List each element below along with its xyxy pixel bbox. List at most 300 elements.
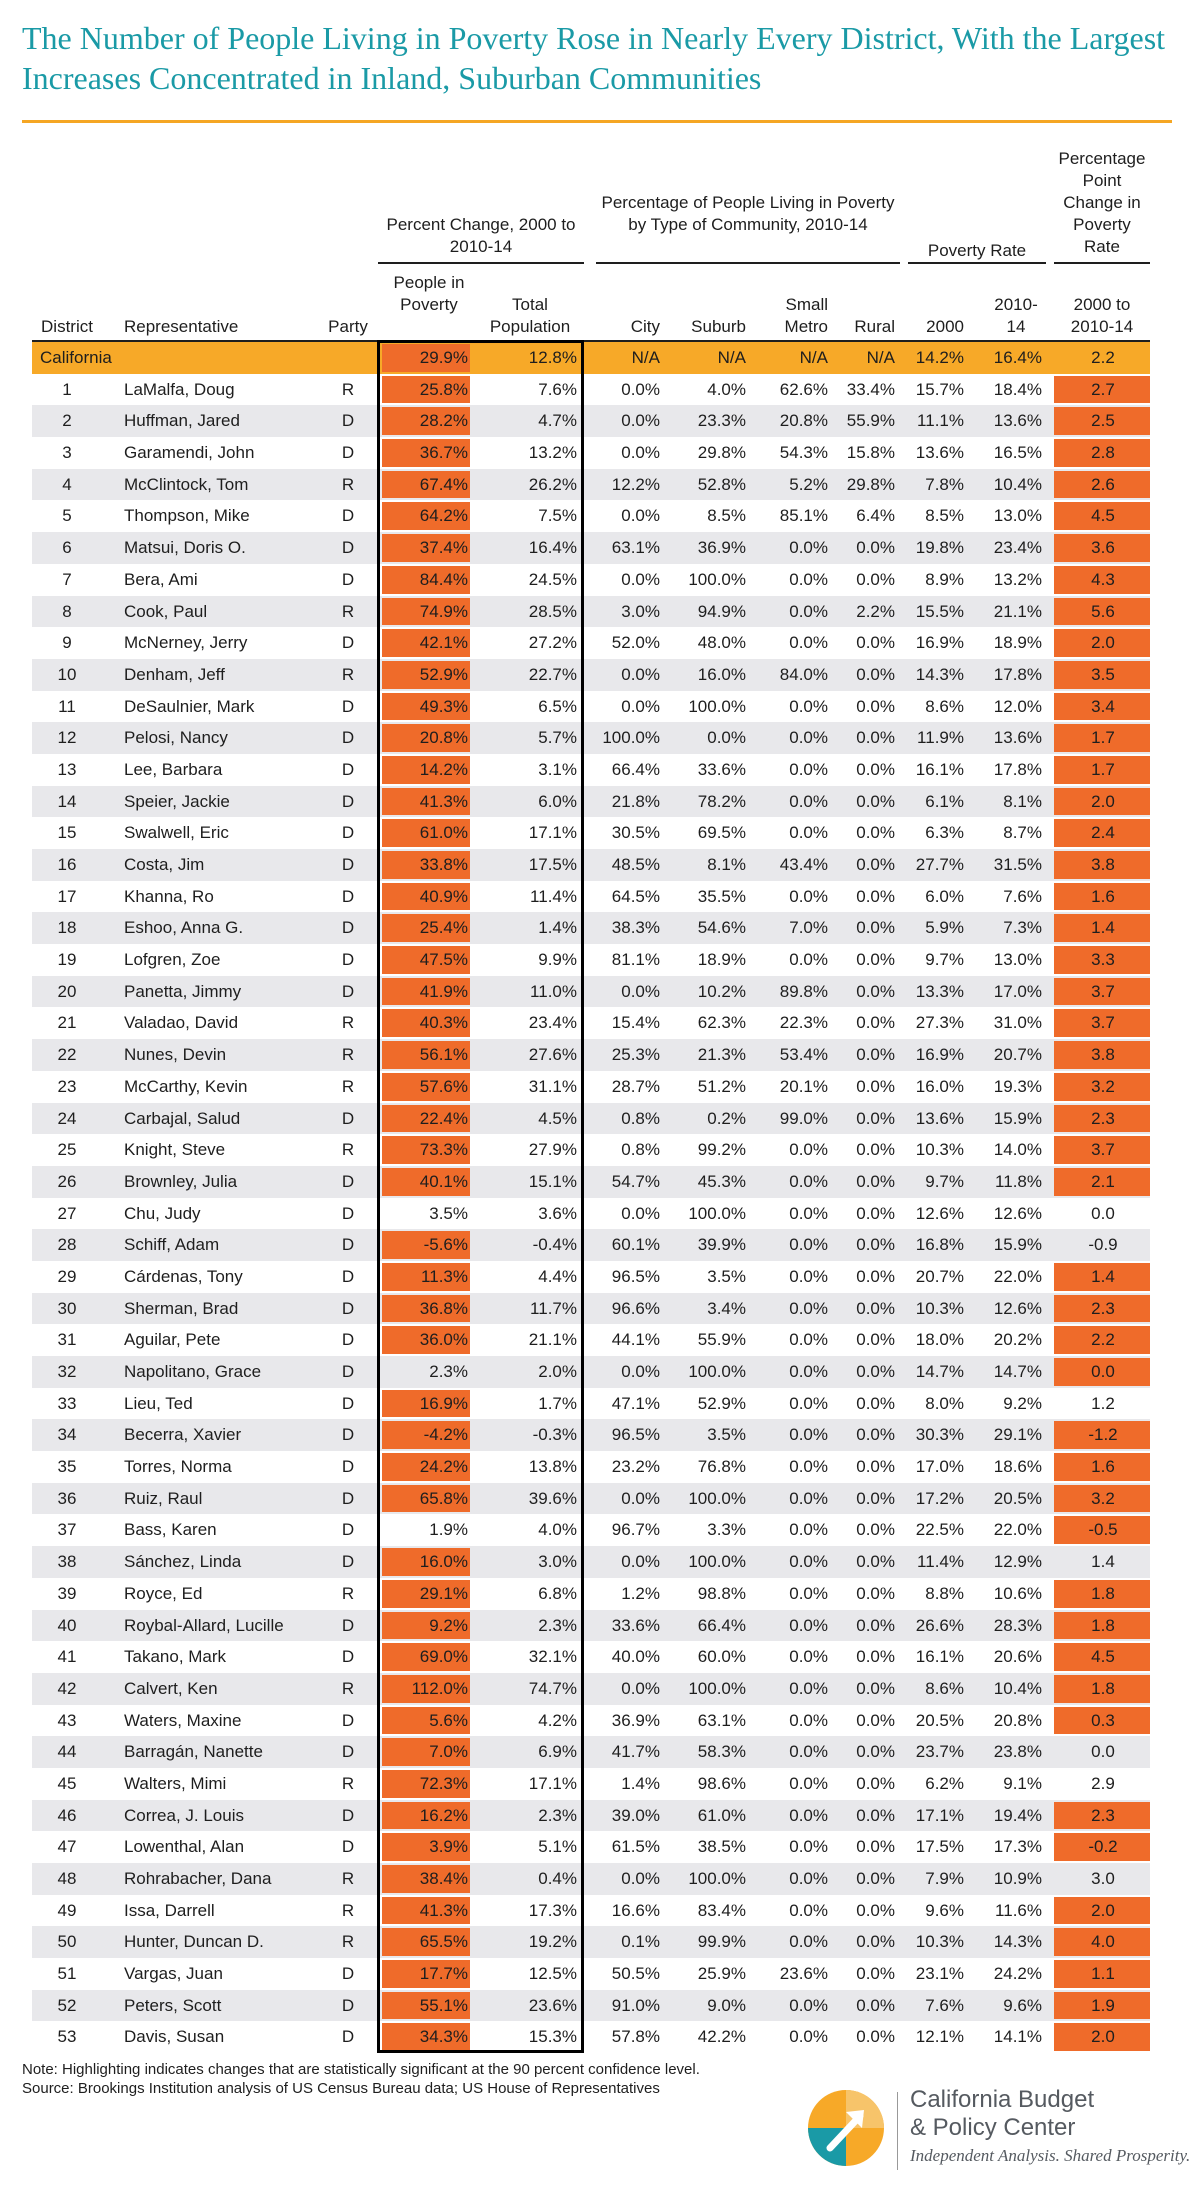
table-row [0,1673,1197,1705]
people-in-poverty-cell: 7.0% [429,1742,468,1762]
suburb-cell: 8.5% [707,506,746,526]
city-cell: 15.4% [611,1013,660,1033]
rural-cell: 0.0% [856,1171,895,1191]
rate-2000-cell: 30.3% [915,1425,964,1445]
representative-cell: McNerney, Jerry [124,633,248,653]
total-population-cell: 27.2% [528,633,577,653]
point-change-cell: 2.3 [1091,1108,1115,1128]
district-cell: 21 [57,1013,77,1033]
table-row [0,1768,1197,1800]
header-suburb: Suburb [691,317,746,336]
rate-2010-14-cell: 10.4% [993,1678,1042,1698]
rate-2000-cell: 13.6% [915,443,964,463]
representative-cell: Thompson, Mike [124,506,250,526]
rural-cell: 0.0% [856,855,895,874]
point-change-cell: 3.2 [1091,1076,1115,1096]
table-row [0,1293,1197,1325]
rural-cell: 0.0% [856,633,895,653]
suburb-cell: 83.4% [697,1900,746,1920]
rate-2010-14-cell: 18.4% [993,379,1042,399]
table-row [0,1641,1197,1673]
small-metro-cell: 0.0% [789,1203,828,1223]
rural-cell: 0.0% [856,1425,895,1445]
party-cell: D [341,1425,355,1445]
suburb-cell: 36.9% [697,538,746,558]
district-cell: 8 [62,601,72,621]
table-row [0,1419,1197,1451]
total-population-cell: 6.0% [538,791,577,811]
representative-cell: Valadao, David [124,1013,239,1033]
city-cell: 60.1% [611,1235,660,1255]
district-cell: 31 [57,1330,77,1350]
rate-2000-cell: 16.8% [915,1235,964,1255]
rural-cell: 0.0% [856,1552,895,1572]
point-change-cell: 3.8 [1091,855,1115,874]
small-metro-cell: 0.0% [789,1552,828,1572]
rural-cell: 0.0% [856,1995,895,2015]
representative-cell: Vargas, Juan [124,1964,223,1984]
rate-2000-cell: 6.1% [925,791,964,811]
district-cell: 1 [62,379,72,399]
representative-cell: Bera, Ami [124,569,198,589]
representative-cell: Takano, Mark [124,1647,227,1667]
title-rule [22,120,1172,123]
rural-cell: 0.0% [856,1203,895,1223]
district-cell: 15 [57,823,77,843]
people-in-poverty-cell: 61.0% [419,823,468,843]
district-cell: 51 [57,1964,77,1984]
rural-cell: 0.0% [856,1330,895,1350]
small-metro-cell: 54.3% [779,443,828,463]
party-cell: D [341,1362,355,1381]
city-cell: 0.0% [621,569,660,589]
rate-2000-cell: 5.9% [925,918,964,938]
source-note: Source: Brookings Institution analysis of US Census Bureau data; US House of Representatives [22,2080,660,2097]
total-population-cell: 15.3% [528,2027,577,2047]
rate-2000-cell: 6.2% [925,1773,964,1793]
party-cell: D [341,1647,355,1667]
party-cell: R [341,1773,355,1793]
table-row [0,976,1197,1008]
table-row [0,532,1197,564]
suburb-cell: 45.3% [697,1171,746,1191]
people-in-poverty-cell: 36.7% [419,443,468,463]
representative-cell: Barragán, Nanette [124,1742,263,1762]
rural-cell: 0.0% [856,2027,895,2047]
table-row [0,1514,1197,1546]
party-cell: R [341,1045,355,1065]
rate-2000-cell: 12.6% [915,1203,964,1223]
suburb-cell: 60.0% [697,1647,746,1667]
party-cell: D [341,538,355,558]
city-cell: 64.5% [611,886,660,906]
suburb-cell: 42.2% [697,2027,746,2047]
table-row [0,754,1197,786]
point-change-cell: -1.2 [1088,1425,1118,1445]
city-cell: 1.4% [621,1773,660,1793]
rate-2010-14-cell: 7.3% [1003,918,1042,938]
point-change-cell: 2.2 [1091,1330,1115,1350]
suburb-cell: 3.5% [707,1425,746,1445]
rate-2000-cell: 27.7% [915,855,964,874]
people-in-poverty-cell: 17.7% [419,1964,468,1984]
rate-2000-cell: 8.9% [925,569,964,589]
rate-2000-cell: 10.3% [915,1932,964,1952]
people-in-poverty-cell: -5.6% [423,1235,468,1255]
point-change-cell: 1.4 [1091,918,1115,938]
rural-cell: 0.0% [856,823,895,843]
representative-cell: Lieu, Ted [124,1393,193,1413]
table-row [0,944,1197,976]
total-population-cell: 21.1% [528,1330,577,1350]
cbpc-logo-icon [806,2088,886,2168]
rate-2000-cell: 10.3% [915,1298,964,1318]
city-cell: 0.0% [621,411,660,431]
small-metro-cell: 0.0% [789,759,828,779]
suburb-cell: 100.0% [688,1203,746,1223]
rate-2000-cell: 14.7% [915,1362,964,1381]
point-change-cell: 2.0 [1091,2027,1115,2047]
rural-cell: 0.0% [856,1773,895,1793]
people-in-poverty-cell: 29.9% [419,348,468,367]
rate-2010-14-cell: 12.0% [993,696,1042,716]
group-pct-change-line [378,262,584,264]
point-change-cell: 3.3 [1091,950,1115,970]
rate-2000-cell: 27.3% [915,1013,964,1033]
rural-cell: 55.9% [846,411,895,431]
rural-cell: 0.0% [856,1076,895,1096]
rate-2000-cell: 9.7% [925,1171,964,1191]
point-change-cell: 3.7 [1091,1140,1115,1160]
point-change-cell: 4.5 [1091,1647,1115,1667]
rural-cell: 0.0% [856,1742,895,1762]
representative-cell: Royce, Ed [124,1583,203,1603]
total-population-cell: 27.6% [528,1045,577,1065]
suburb-cell: 63.1% [697,1710,746,1730]
rate-2000-cell: 17.0% [915,1457,964,1477]
small-metro-cell: 0.0% [789,1425,828,1445]
point-change-cell: 2.0 [1091,1900,1115,1920]
district-cell: 46 [57,1805,77,1825]
table-row [0,1958,1197,1990]
data-table [0,342,1197,2053]
rural-cell: 15.8% [846,443,895,463]
rural-cell: 0.0% [856,696,895,716]
rural-cell: 0.0% [856,1393,895,1413]
party-cell: D [341,855,355,874]
city-cell: 96.5% [611,1266,660,1286]
representative-cell: Lofgren, Zoe [124,950,221,970]
representative-cell: Garamendi, John [124,443,255,463]
party-cell: D [341,791,355,811]
point-change-cell: 3.2 [1091,1488,1115,1508]
total-population-cell: 5.1% [538,1837,577,1857]
city-cell: 33.6% [611,1615,660,1635]
people-in-poverty-cell: -4.2% [423,1425,468,1445]
suburb-cell: 100.0% [688,569,746,589]
rate-2010-14-cell: 10.6% [993,1583,1042,1603]
district-cell: 39 [57,1583,77,1603]
small-metro-cell: 0.0% [789,1805,828,1825]
party-cell: D [341,1393,355,1413]
rate-2010-14-cell: 14.7% [993,1362,1042,1381]
point-change-cell: 3.6 [1091,538,1115,558]
total-population-cell: 23.4% [528,1013,577,1033]
point-change-cell: 2.8 [1091,443,1115,463]
people-in-poverty-cell: 65.5% [419,1932,468,1952]
party-cell: D [341,1742,355,1762]
people-in-poverty-cell: 2.3% [429,1362,468,1381]
total-population-cell: 16.4% [528,538,577,558]
city-cell: 63.1% [611,538,660,558]
district-cell: 35 [57,1457,77,1477]
group-ppc-line [1054,262,1150,264]
city-cell: 96.5% [611,1425,660,1445]
total-population-cell: 4.5% [538,1108,577,1128]
party-cell [318,342,378,374]
suburb-cell: 23.3% [697,411,746,431]
city-cell: 0.0% [621,981,660,1001]
table-row [0,1039,1197,1071]
small-metro-cell: 0.0% [789,823,828,843]
party-cell: D [341,1171,355,1191]
rate-2010-14-cell: 12.6% [993,1203,1042,1223]
people-in-poverty-cell: 37.4% [419,538,468,558]
rate-2010-14-cell: 13.6% [993,728,1042,748]
people-in-poverty-cell: 5.6% [429,1710,468,1730]
representative-cell: Peters, Scott [124,1995,222,2015]
rate-2000-cell: 16.1% [915,1647,964,1667]
suburb-cell: 10.2% [697,981,746,1001]
table-row [0,1705,1197,1737]
small-metro-cell: 0.0% [789,886,828,906]
small-metro-cell: 0.0% [789,1457,828,1477]
total-population-cell: 24.5% [528,569,577,589]
district-cell: 12 [57,728,77,748]
table-row [0,1356,1197,1388]
table-row [0,786,1197,818]
rate-2010-14-cell: 10.9% [993,1869,1042,1888]
total-population-cell: -0.4% [532,1235,577,1255]
small-metro-cell: 99.0% [779,1108,828,1128]
total-population-cell: 23.6% [528,1995,577,2015]
rate-2010-14-cell: 8.7% [1003,823,1042,843]
rate-2010-14-cell: 17.8% [993,759,1042,779]
city-cell: 38.3% [611,918,660,938]
total-population-cell: 39.6% [528,1488,577,1508]
group-community-line [596,262,900,264]
point-change-cell: 2.5 [1091,411,1115,431]
people-in-poverty-cell: 49.3% [419,696,468,716]
small-metro-cell: 0.0% [789,1488,828,1508]
district-cell: 16 [57,855,77,874]
people-in-poverty-cell: 9.2% [429,1615,468,1635]
table-row [0,564,1197,596]
table-row [0,1863,1197,1895]
table-row [0,500,1197,532]
representative-cell: Davis, Susan [124,2027,225,2047]
rate-2010-14-cell: 23.8% [993,1742,1042,1762]
small-metro-cell: 0.0% [789,1235,828,1255]
total-population-cell: 0.4% [538,1869,577,1888]
table-row [0,817,1197,849]
suburb-cell: N/A [717,348,746,367]
point-change-cell: 3.4 [1091,696,1115,716]
representative-cell: Torres, Norma [124,1457,232,1477]
small-metro-cell: 0.0% [789,1362,828,1381]
representative-cell: Aguilar, Pete [124,1330,221,1350]
city-cell: 0.0% [621,1869,660,1888]
representative-cell: Sherman, Brad [124,1298,239,1318]
total-population-cell: 7.5% [538,506,577,526]
rural-cell: 2.2% [856,601,895,621]
party-cell: D [341,1615,355,1635]
city-cell: 0.1% [621,1932,660,1952]
people-in-poverty-cell: 84.4% [419,569,468,589]
rate-2000-cell: 7.8% [925,474,964,494]
district-cell: 11 [58,696,76,716]
rate-2000-cell: 8.6% [925,696,964,716]
table-row [0,1736,1197,1768]
city-cell: N/A [631,348,660,367]
small-metro-cell: 5.2% [789,474,828,494]
city-cell: 0.0% [621,379,660,399]
city-cell: 40.0% [611,1647,660,1667]
suburb-cell: 52.8% [697,474,746,494]
rural-cell: 0.0% [856,1108,895,1128]
rate-2010-14-cell: 28.3% [993,1615,1042,1635]
rate-2000-cell: 16.1% [915,759,964,779]
rate-2010-14-cell: 9.6% [1003,1995,1042,2015]
suburb-cell: 0.2% [707,1108,746,1128]
suburb-cell: 3.5% [707,1266,746,1286]
table-row [0,722,1197,754]
header-party: Party [328,317,368,336]
total-population-cell: -0.3% [532,1425,577,1445]
party-cell: R [341,1140,355,1160]
people-in-poverty-cell: 40.9% [419,886,468,906]
rate-2010-14-cell: 14.1% [993,2027,1042,2047]
people-in-poverty-cell: 3.5% [429,1203,468,1223]
table-row [0,1071,1197,1103]
district-cell: 13 [57,759,77,779]
city-cell: 47.1% [611,1393,660,1413]
district-cell: 10 [57,664,77,684]
table-row [0,374,1197,406]
people-in-poverty-cell: 36.8% [419,1298,468,1318]
small-metro-cell: 0.0% [789,1330,828,1350]
rate-2010-14-cell: 20.6% [993,1647,1042,1667]
rate-2010-14-cell: 21.1% [993,601,1042,621]
small-metro-cell: 0.0% [789,728,828,748]
total-population-cell: 74.7% [528,1678,577,1698]
people-in-poverty-cell: 40.1% [419,1171,468,1191]
rate-2000-cell: 16.0% [915,1076,964,1096]
small-metro-cell: 20.1% [779,1076,828,1096]
total-population-cell: 11.0% [530,981,577,1001]
rural-cell: 0.0% [856,1837,895,1857]
district-cell: 18 [57,918,77,938]
point-change-cell: 1.4 [1091,1266,1115,1286]
people-in-poverty-cell: 3.9% [429,1837,468,1857]
rate-2010-14-cell: 20.8% [993,1710,1042,1730]
rate-2010-14-cell: 19.4% [993,1805,1042,1825]
point-change-cell: 2.3 [1091,1805,1115,1825]
total-population-cell: 32.1% [528,1647,577,1667]
district-cell: 4 [62,474,72,494]
rate-2010-14-cell: 9.1% [1003,1773,1042,1793]
point-change-cell: 2.7 [1091,379,1115,399]
rate-2000-cell: 8.5% [925,506,964,526]
district-cell: 44 [57,1742,77,1762]
district-cell: 43 [57,1710,77,1730]
small-metro-cell: 0.0% [789,1678,828,1698]
total-population-cell: 17.1% [528,1773,577,1793]
party-cell: D [341,1995,355,2015]
suburb-cell: 100.0% [688,1869,746,1888]
city-cell: 28.7% [611,1076,660,1096]
district-cell: 17 [57,886,77,906]
party-cell: D [341,759,355,779]
people-in-poverty-cell: 65.8% [419,1488,468,1508]
representative-cell: Becerra, Xavier [124,1425,242,1445]
city-cell: 41.7% [611,1742,660,1762]
party-cell: D [341,1330,355,1350]
rate-2000-cell: 12.1% [915,2027,964,2047]
rural-cell: 33.4% [846,379,895,399]
rural-cell: 0.0% [856,1362,895,1381]
district-cell: 30 [57,1298,77,1318]
representative-cell: LaMalfa, Doug [124,379,235,399]
representative-cell: McClintock, Tom [124,474,249,494]
rate-2010-14-cell: 13.2% [993,569,1042,589]
representative-cell: Issa, Darrell [124,1900,215,1920]
rate-2000-cell: 17.5% [915,1837,964,1857]
party-cell: D [341,2027,355,2047]
city-cell: 0.0% [621,1552,660,1572]
district-cell: 50 [57,1932,77,1952]
people-in-poverty-cell: 11.3% [421,1266,468,1286]
point-change-cell: 1.8 [1091,1678,1115,1698]
total-population-cell: 6.8% [538,1583,577,1603]
city-cell: 66.4% [611,759,660,779]
city-cell: 39.0% [611,1805,660,1825]
rural-cell: 0.0% [856,1013,895,1033]
rural-cell: 0.0% [856,1298,895,1318]
suburb-cell: 94.9% [697,601,746,621]
party-cell: R [341,1583,355,1603]
table-row [0,2021,1197,2053]
representative-cell: Huffman, Jared [124,411,240,431]
point-change-cell: 0.3 [1091,1710,1115,1730]
district-cell: 38 [57,1552,77,1572]
district-cell: 25 [57,1140,77,1160]
rate-2000-cell: 9.7% [925,950,964,970]
people-in-poverty-cell: 72.3% [419,1773,468,1793]
small-metro-cell: 0.0% [789,1995,828,2015]
rate-2000-cell: 23.1% [915,1964,964,1984]
point-change-cell: -0.5 [1088,1520,1118,1540]
rate-2010-14-cell: 20.5% [993,1488,1042,1508]
point-change-cell: -0.9 [1088,1235,1118,1255]
suburb-cell: 62.3% [697,1013,746,1033]
district-cell: 20 [57,981,77,1001]
small-metro-cell: 0.0% [789,569,828,589]
party-cell: R [341,1932,355,1952]
suburb-cell: 100.0% [688,1362,746,1381]
rate-2000-cell: 15.5% [915,601,964,621]
party-cell: D [341,1552,355,1572]
